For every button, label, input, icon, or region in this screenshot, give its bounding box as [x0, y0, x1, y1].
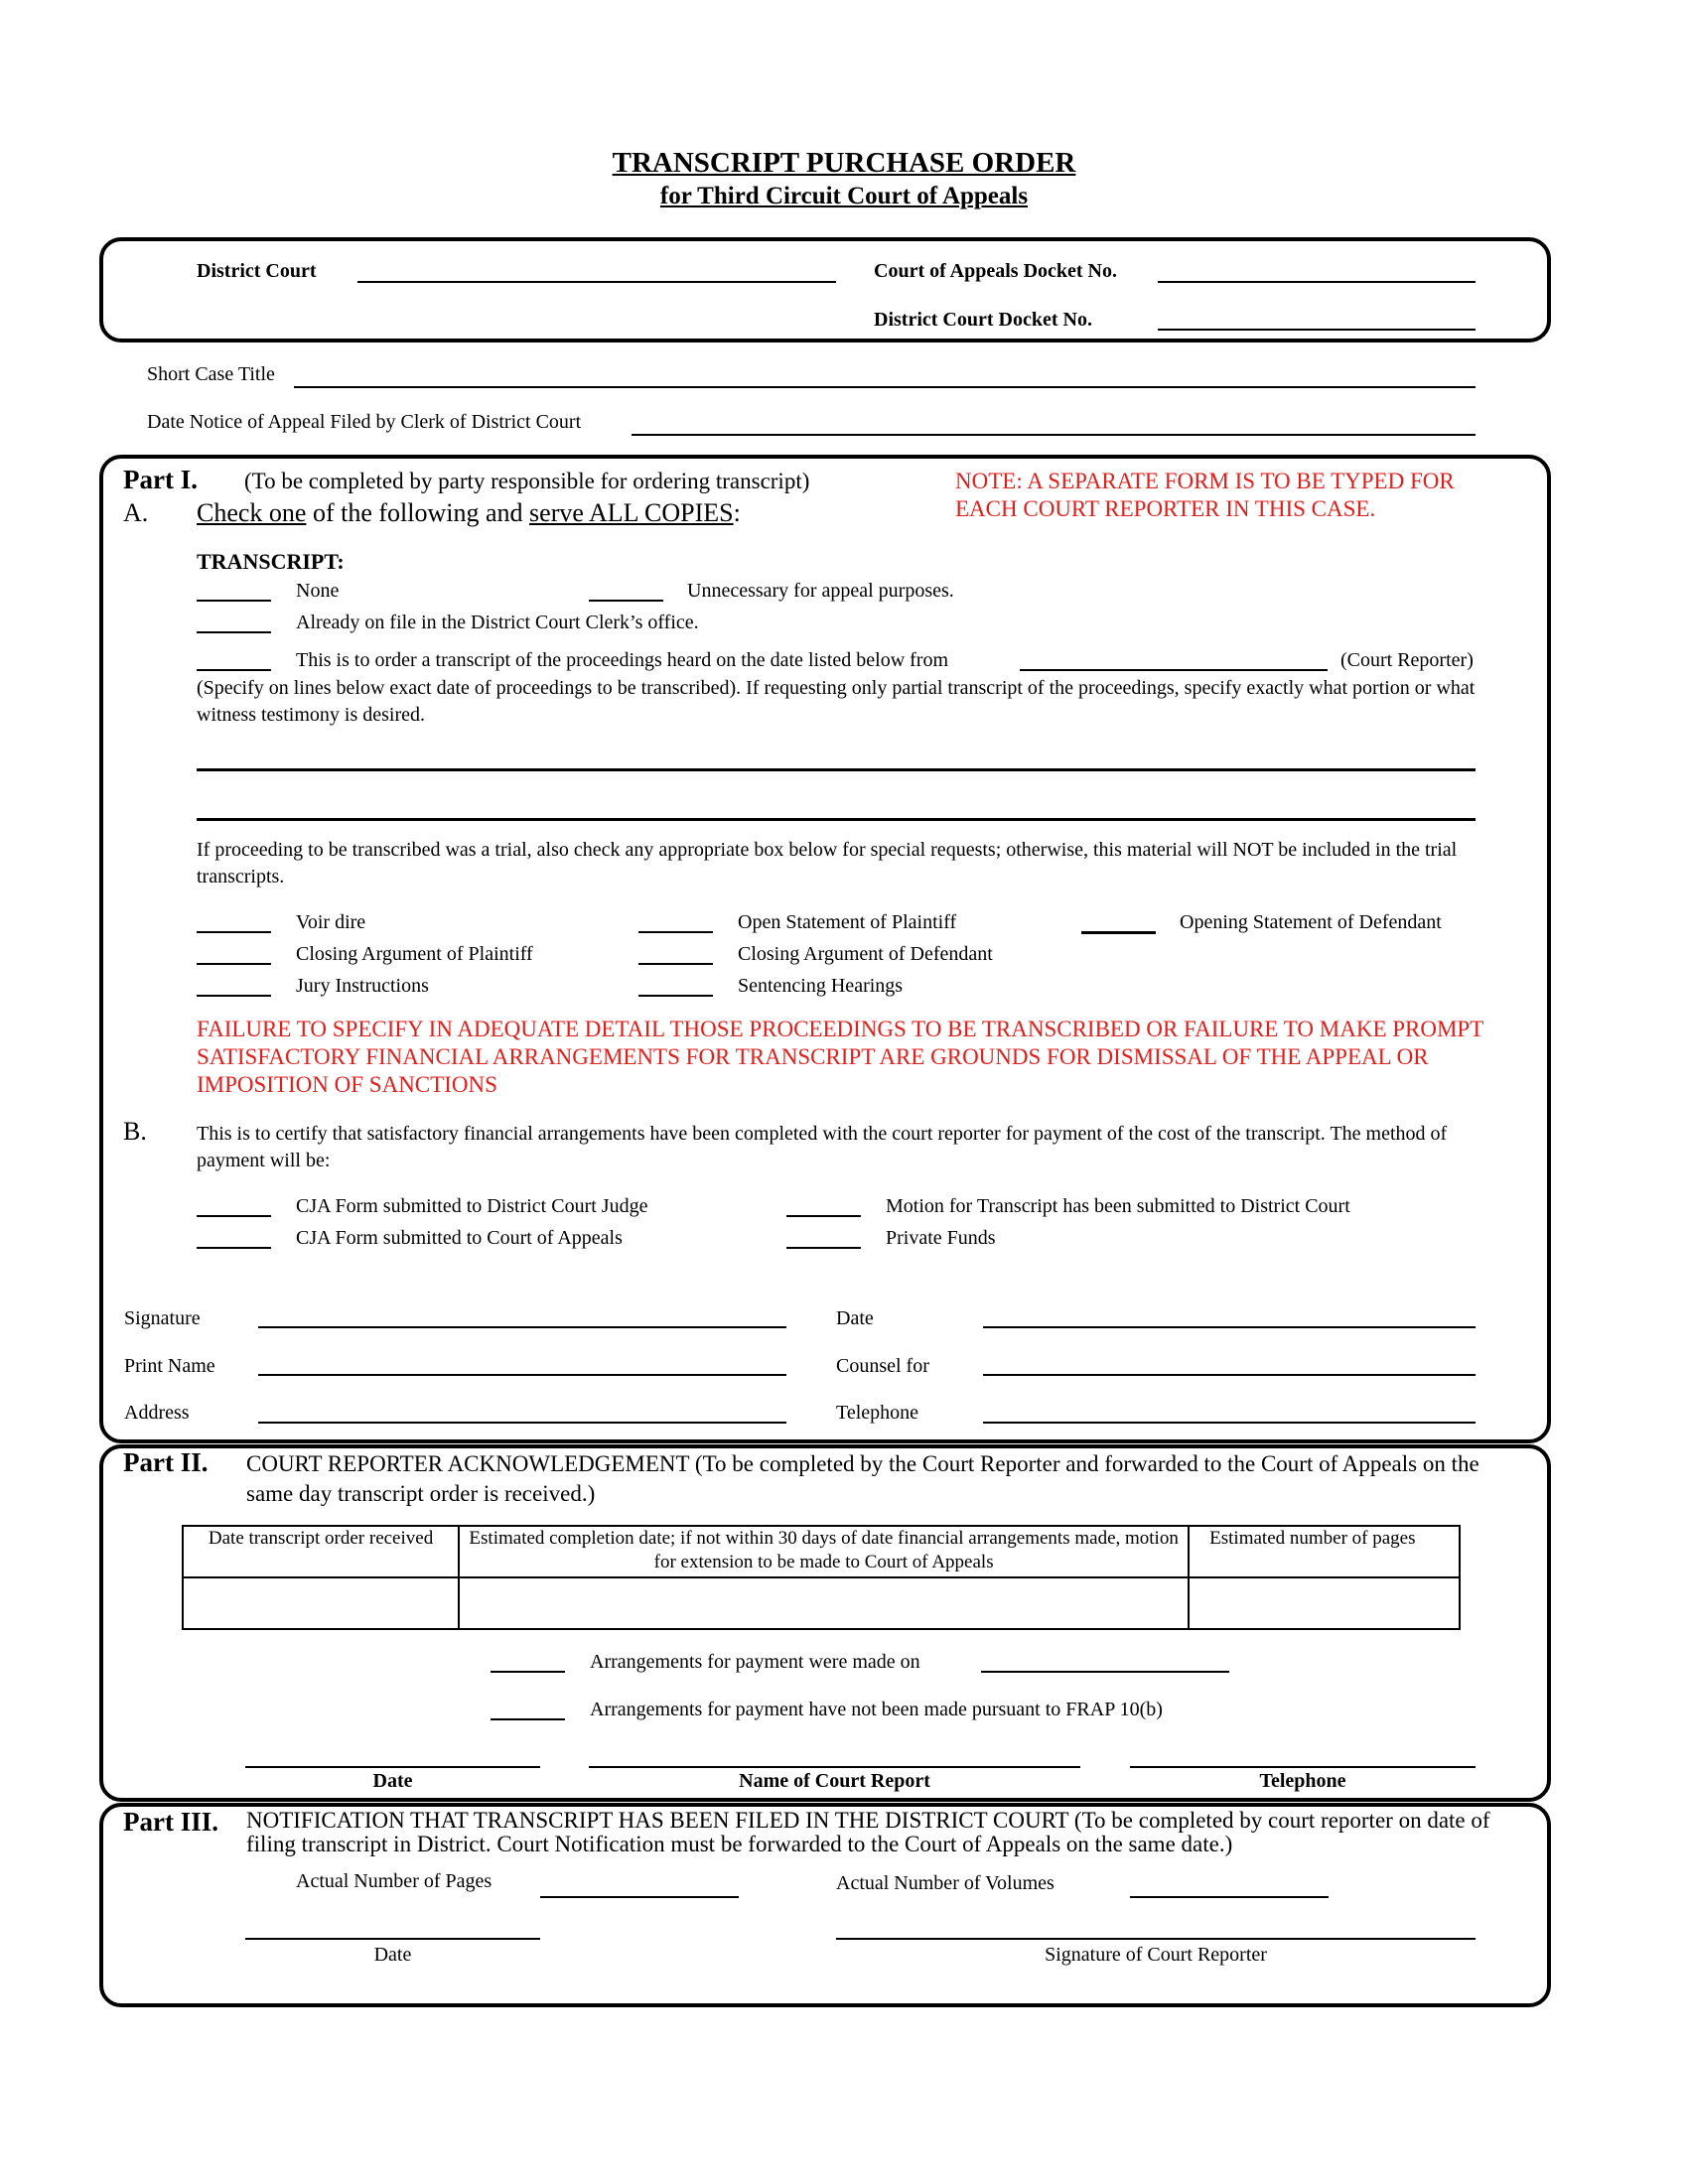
date-label: Date: [836, 1307, 874, 1329]
private-funds-label: Private Funds: [886, 1227, 996, 1249]
open-statement-plaintiff-checkbox[interactable]: [638, 931, 713, 933]
part3-heading: Part III.: [123, 1807, 218, 1837]
acknowledgement-table: [182, 1525, 1461, 1630]
opening-statement-defendant-label: Opening Statement of Defendant: [1180, 911, 1442, 933]
print-name-label: Print Name: [124, 1355, 215, 1377]
cja-appeals-label: CJA Form submitted to Court of Appeals: [296, 1227, 623, 1249]
private-funds-checkbox[interactable]: [786, 1247, 861, 1249]
none-checkbox[interactable]: [197, 600, 271, 602]
proceedings-line-1[interactable]: [197, 768, 1476, 771]
district-docket-label: District Court Docket No.: [874, 309, 1092, 331]
court-reporter-label: (Court Reporter): [1340, 649, 1474, 671]
specify-instructions: (Specify on lines below exact date of proceedings to be transcribed). If requesting only partial transcript of the proceedings, specify exactly what portion or what witness testimony is desired.: [197, 677, 1476, 726]
arrangements-not-made-label: Arrangements for payment have not been made pursuant to FRAP 10(b): [590, 1699, 1163, 1720]
part3-date-label: Date: [373, 1944, 412, 1966]
cja-district-checkbox[interactable]: [197, 1215, 271, 1217]
actual-pages-field[interactable]: [540, 1896, 739, 1898]
estimated-pages-cell[interactable]: [1189, 1577, 1460, 1629]
part2-heading: Part II.: [123, 1447, 209, 1477]
signature-label: Signature: [124, 1307, 201, 1329]
section-a-letter: A.: [123, 498, 149, 527]
date-received-cell[interactable]: [183, 1577, 459, 1629]
court-reporter-name-label: Name of Court Report: [739, 1770, 930, 1792]
option-unnecessary-label: Unnecessary for appeal purposes.: [687, 580, 954, 602]
option-order-label: This is to order a transcript of the proceedings heard on the date listed below from: [296, 649, 949, 671]
court-reporter-name-field[interactable]: [589, 1766, 1080, 1768]
short-case-title-field[interactable]: [294, 386, 1476, 388]
signature-field[interactable]: [258, 1326, 786, 1328]
on-file-checkbox[interactable]: [197, 631, 271, 633]
court-reporter-signature-label: Signature of Court Reporter: [1045, 1944, 1267, 1966]
section-a-end: :: [733, 498, 741, 527]
counsel-for-field[interactable]: [983, 1374, 1476, 1376]
page-title: TRANSCRIPT PURCHASE ORDER: [612, 147, 1076, 179]
court-reporter-signature-field[interactable]: [836, 1938, 1476, 1940]
cja-appeals-checkbox[interactable]: [197, 1247, 271, 1249]
header-estimated-pages: Estimated number of pages: [1189, 1526, 1460, 1577]
closing-argument-plaintiff-label: Closing Argument of Plaintiff: [296, 943, 533, 965]
section-a-instruction: [197, 498, 741, 528]
open-statement-plaintiff-label: Open Statement of Plaintiff: [738, 911, 957, 933]
actual-volumes-field[interactable]: [1130, 1896, 1329, 1898]
address-field[interactable]: [258, 1422, 786, 1424]
date-notice-field[interactable]: [632, 434, 1476, 436]
part1-heading-note: (To be completed by party responsible for ordering transcript): [244, 469, 810, 493]
date-notice-label: Date Notice of Appeal Filed by Clerk of District Court: [147, 411, 582, 433]
arrangements-date-field[interactable]: [981, 1671, 1229, 1673]
address-label: Address: [124, 1402, 190, 1424]
sentencing-hearings-checkbox[interactable]: [638, 995, 713, 997]
part3-date-field[interactable]: [245, 1938, 540, 1940]
section-b-text: This is to certify that satisfactory financial arrangements have been completed with the court reporter for payment of the cost of the transcript. The method of payment will be:: [197, 1123, 1448, 1171]
voir-dire-label: Voir dire: [296, 911, 366, 933]
telephone-label: Telephone: [836, 1402, 919, 1424]
motion-transcript-label: Motion for Transcript has been submitted to District Court: [886, 1195, 1350, 1217]
proceedings-line-2[interactable]: [197, 818, 1476, 821]
closing-argument-defendant-checkbox[interactable]: [638, 963, 713, 965]
check-one-text: Check one: [197, 498, 307, 527]
arrangements-made-label: Arrangements for payment were made on: [590, 1651, 920, 1673]
part2-date-label: Date: [372, 1770, 413, 1792]
header-estimated-completion: Estimated completion date; if not within 30 days of date financial arrangements made, motion for extension to be made to Court of Appeals: [459, 1526, 1189, 1577]
counsel-for-label: Counsel for: [836, 1355, 929, 1377]
jury-instructions-checkbox[interactable]: [197, 995, 271, 997]
estimated-completion-cell[interactable]: [459, 1577, 1189, 1629]
telephone-field[interactable]: [983, 1422, 1476, 1424]
actual-volumes-label: Actual Number of Volumes: [836, 1872, 1055, 1894]
opening-statement-defendant-checkbox[interactable]: [1081, 931, 1156, 934]
part2-date-field[interactable]: [245, 1766, 540, 1768]
part1-heading: Part I.: [123, 465, 198, 494]
appeals-docket-field[interactable]: [1158, 281, 1476, 283]
motion-transcript-checkbox[interactable]: [786, 1215, 861, 1217]
header-date-received: Date transcript order received: [183, 1526, 459, 1577]
page-subtitle: for Third Circuit Court of Appeals: [659, 183, 1029, 209]
option-none-label: None: [296, 580, 340, 602]
unnecessary-checkbox[interactable]: [589, 600, 663, 602]
actual-pages-label: Actual Number of Pages: [296, 1870, 492, 1892]
note-line2: EACH COURT REPORTER IN THIS CASE.: [955, 496, 1376, 521]
part2-telephone-label: Telephone: [1259, 1770, 1346, 1792]
section-a-mid: of the following and: [306, 498, 530, 527]
arrangements-made-checkbox[interactable]: [491, 1671, 565, 1673]
failure-warning: FAILURE TO SPECIFY IN ADEQUATE DETAIL THOSE PROCEEDINGS TO BE TRANSCRIBED OR FAILURE TO MAKE PROMPT SATISFACTORY FINANCIAL ARRANGEMENTS FOR TRANSCRIPT ARE GROUNDS FOR DISMISSAL OF THE APPEAL OR IMPOSITION OF SANCTIONS: [197, 1017, 1483, 1097]
date-field[interactable]: [983, 1326, 1476, 1328]
print-name-field[interactable]: [258, 1374, 786, 1376]
serve-all-copies-text: serve ALL COPIES: [529, 498, 734, 527]
sentencing-hearings-label: Sentencing Hearings: [738, 975, 904, 997]
closing-argument-defendant-label: Closing Argument of Defendant: [738, 943, 993, 965]
part3-description: NOTIFICATION THAT TRANSCRIPT HAS BEEN FILED IN THE DISTRICT COURT (To be completed by court reporter on date of filing transcript in District. Court Notification must be forwarded to the Court of Appeals on the same date.): [246, 1808, 1490, 1856]
district-court-label: District Court: [197, 260, 317, 282]
order-transcript-checkbox[interactable]: [197, 669, 271, 671]
short-case-title-label: Short Case Title: [147, 363, 275, 385]
district-court-field[interactable]: [357, 281, 836, 283]
closing-argument-plaintiff-checkbox[interactable]: [197, 963, 271, 965]
arrangements-not-made-checkbox[interactable]: [491, 1718, 565, 1720]
cja-district-label: CJA Form submitted to District Court Judge: [296, 1195, 648, 1217]
district-docket-field[interactable]: [1158, 329, 1476, 331]
note-line1: NOTE: A SEPARATE FORM IS TO BE TYPED FOR: [955, 469, 1455, 493]
court-docket-box: [99, 237, 1551, 342]
option-on-file-label: Already on file in the District Court Clerk’s office.: [296, 612, 699, 633]
jury-instructions-label: Jury Instructions: [296, 975, 429, 997]
transcript-heading: TRANSCRIPT:: [197, 549, 345, 574]
part2-description: COURT REPORTER ACKNOWLEDGEMENT (To be completed by the Court Reporter and forwarded to the Court of Appeals on the same day transcript order is received.): [246, 1451, 1479, 1506]
voir-dire-checkbox[interactable]: [197, 931, 271, 933]
part2-telephone-field[interactable]: [1130, 1766, 1476, 1768]
trial-instructions: If proceeding to be transcribed was a trial, also check any appropriate box below for special requests; otherwise, this material will NOT be included in the trial transcripts.: [197, 839, 1458, 887]
section-b-letter: B.: [123, 1117, 147, 1146]
court-reporter-field[interactable]: [1020, 669, 1328, 671]
appeals-docket-label: Court of Appeals Docket No.: [874, 260, 1117, 282]
